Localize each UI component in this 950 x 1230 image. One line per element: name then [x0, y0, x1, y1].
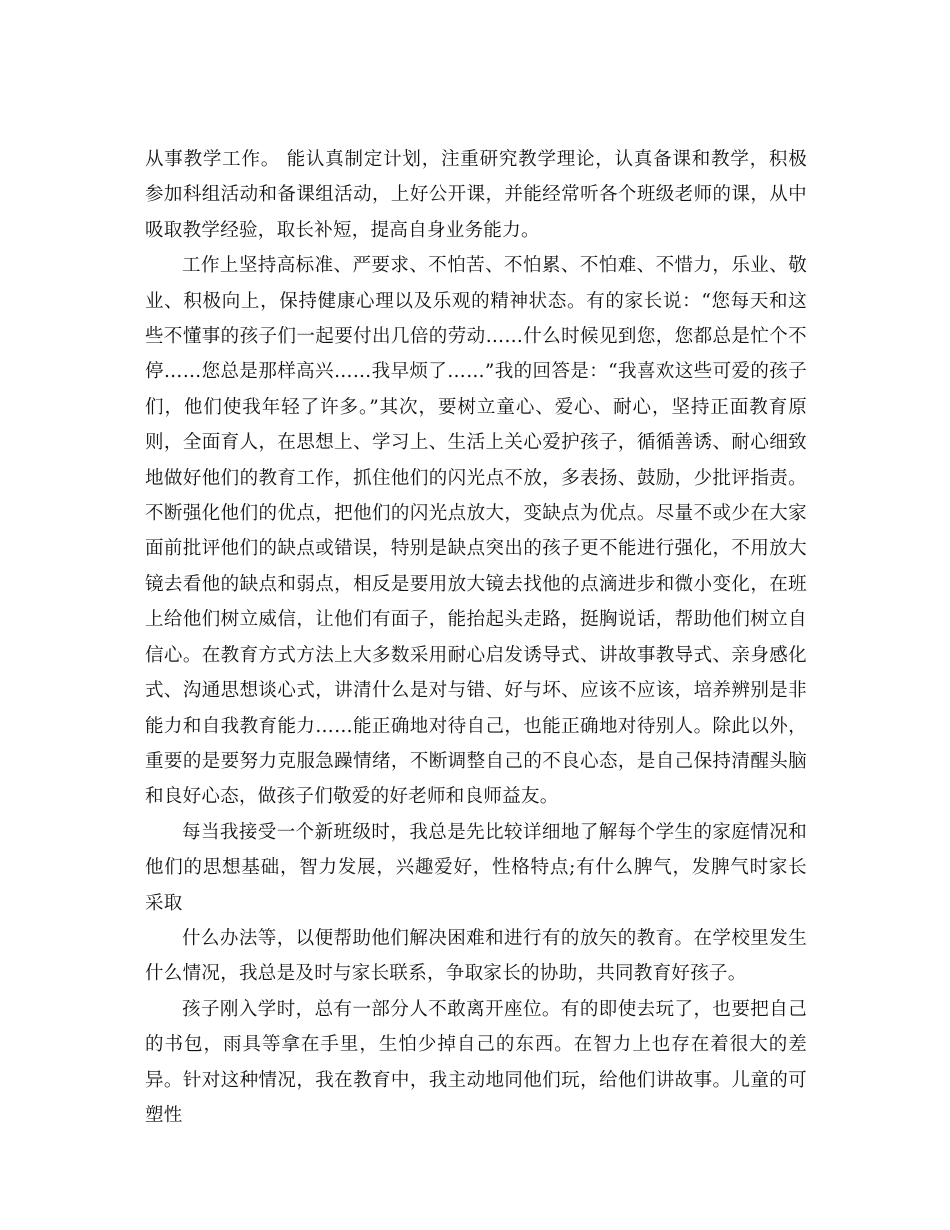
paragraph-5: 孩子刚入学时，总有一部分人不敢离开座位。有的即使去玩了，也要把自己的书包，雨具等拿在手里，生怕少掉自己的东西。在智力上也存在着很大的差异。针对这种情况，我在教育中，我主动地同他们玩，给他们讲故事。儿童的可塑性	[145, 998, 807, 1126]
document-page	[145, 142, 807, 1133]
paragraph-4: 什么办法等，以便帮助他们解决困难和进行有的放矢的教育。在学校里发生什么情况，我总是及时与家长联系，争取家长的协助，共同教育好孩子。	[145, 927, 807, 985]
paragraph-2: 工作上坚持高标准、严要求、不怕苦、不怕累、不怕难、不惜力，乐业、敬业、积极向上，保持健康心理以及乐观的精神状态。有的家长说：“您每天和这些不懂事的孩子们一起要付出几倍的劳动……什么时候见到您，您都总是忙个不停……您总是那样高兴……我早烦了……”我的回答是：“我喜欢这些可爱的孩子们，他们使我年轻了许多。”其次，要树立童心、爱心、耐心，坚持正面教育原则，全面育人，在思想上、学习上、生活上关心爱护孩子，循循善诱、耐心细致地做好他们的教育工作，抓住他们的闪光点不放，多表扬、鼓励，少批评指责。不断强化他们的优点，把他们的闪光点放大，变缺点为优点。尽量不或少在大家面前批评他们的缺点或错误，特别是缺点突出的孩子更不能进行强化，不用放大镜去看他的缺点和弱点，相反是要用放大镜去找他的点滴进步和微小变化，在班上给他们树立威信，让他们有面子，能抬起头走路，挺胸说话，帮助他们树立自信心。在教育方式方法上大多数采用耐心启发诱导式、讲故事教导式、亲身感化式、沟通思想谈心式，讲清什么是对与错、好与坏、应该不应该，培养辨别是非能力和自我教育能力……能正确地对待自己，也能正确地对待别人。除此以外，重要的是要努力克服急躁情绪，不断调整自己的不良心态，是自己保持清醒头脑和良好心态，做孩子们敬爱的好老师和良师益友。	[145, 255, 807, 808]
paragraph-3: 每当我接受一个新班级时，我总是先比较详细地了解每个学生的家庭情况和他们的思想基础，智力发展，兴趣爱好，性格特点;有什么脾气，发脾气时家长采取	[145, 821, 807, 914]
paragraph-1: 从事教学工作。 能认真制定计划，注重研究教学理论，认真备课和教学，积极参加科组活动和备课组活动，上好公开课，并能经常听各个班级老师的课，从中吸取教学经验，取长补短，提高自身业务能力。	[145, 149, 807, 241]
